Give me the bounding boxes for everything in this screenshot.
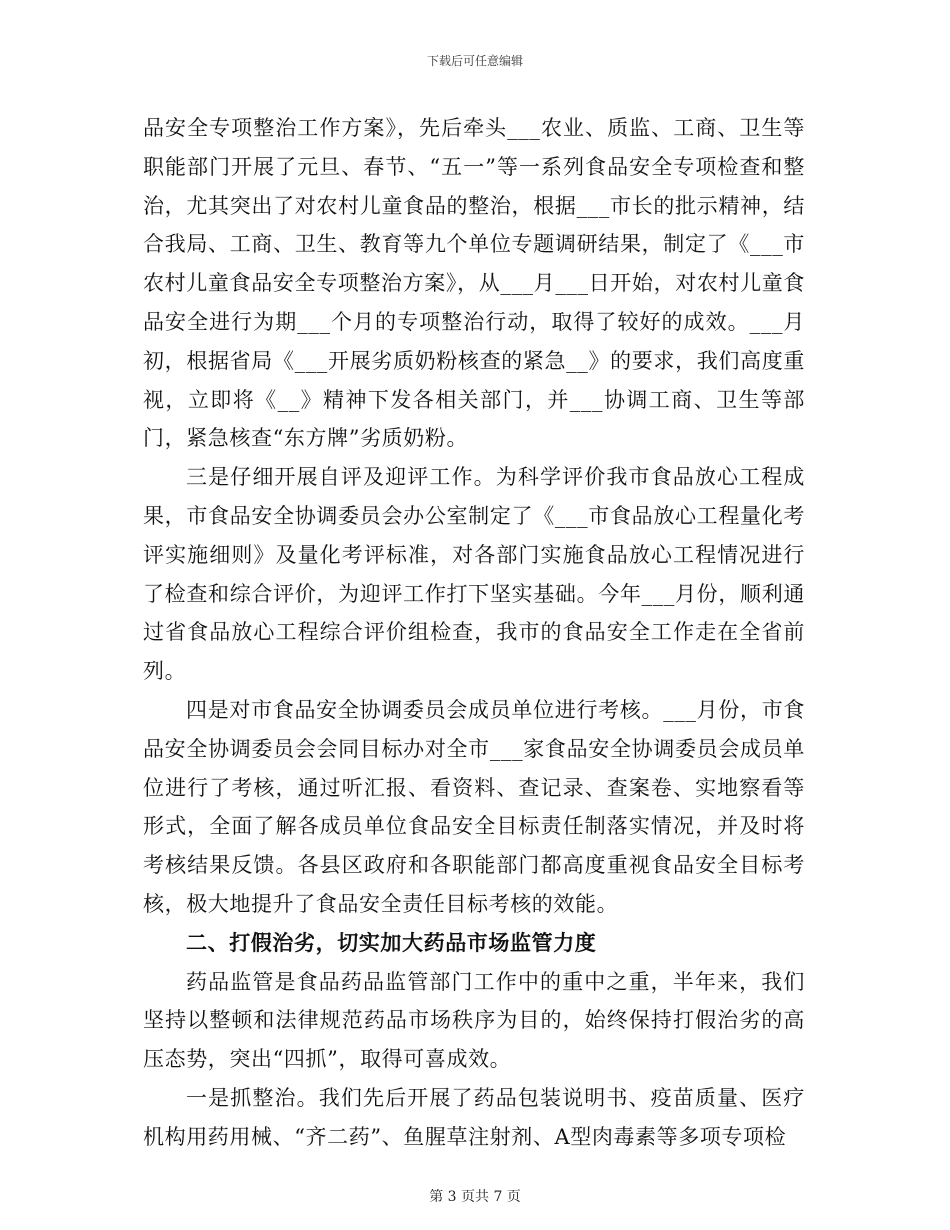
paragraph-member-assessment: 四是对市食品安全协调委员会成员单位进行考核。___月份，市食品安全协调委员会会同目标办对全市___家食品安全协调委员会成员单位进行了考核，通过听汇报、看资料、查记录、查案卷、实地察看等形式，全面了解各成员单位食品安全目标责任制落实情况，并及时将考核结果反馈。各县区政府和各职能部门都高度重视食品安全目标考核，极大地提升了食品安全责任目标考核的效能。 <box>143 697 805 916</box>
paragraph-self-evaluation: 三是仔细开展自评及迎评工作。为科学评价我市食品放心工程成果，市食品安全协调委员会办公室制定了《___市食品放心工程量化考评实施细则》及量化考评标准，对各部门实施食品放心工程情况进行了检查和综合评价，为迎评工作打下坚实基础。今年___月份，顺利通过省食品放心工程综合评价组检查，我市的食品安全工作走在全省前列。 <box>143 465 805 684</box>
section-heading: 二、打假治劣，切实加大药品市场监管力度 <box>186 930 597 955</box>
document-body <box>143 109 805 1157</box>
page-header-note: 下载后可任意编辑 <box>426 54 523 68</box>
paragraph-continued: 品安全专项整治工作方案》，先后牵头___农业、质监、工商、卫生等职能部门开展了元旦、春节、“五一”等一系列食品安全专项检查和整治，尤其突出了对农村儿童食品的整治，根据___市长的批示精神，结合我局、工商、卫生、教育等九个单位专题调研结果，制定了《___市农村儿童食品安全专项整治方案》，从___月___日开始，对农村儿童食品安全进行为期___个月的专项整治行动，取得了较好的成效。___月初，根据省局《___开展劣质奶粉核查的紧急__》的要求，我们高度重视，立即将《__》精神下发各相关部门，并___协调工商、卫生等部门，紧急核查“东方牌”劣质奶粉。 <box>143 116 805 451</box>
page-number: 第 3 页共 7 页 <box>429 1189 521 1205</box>
paragraph-drug-supervision: 药品监管是食品药品监管部门工作中的重中之重，半年来，我们坚持以整顿和法律规范药品市场秩序为目的，始终保持打假治劣的高压态势，突出“四抓”，取得可喜成效。 <box>143 969 805 1072</box>
paragraph-rectification: 一是抓整治。我们先后开展了药品包装说明书、疫苗质量、医疗机构用药用械、“齐二药”、鱼腥草注射剂、A型肉毒素等多项专项检 <box>143 1085 805 1149</box>
